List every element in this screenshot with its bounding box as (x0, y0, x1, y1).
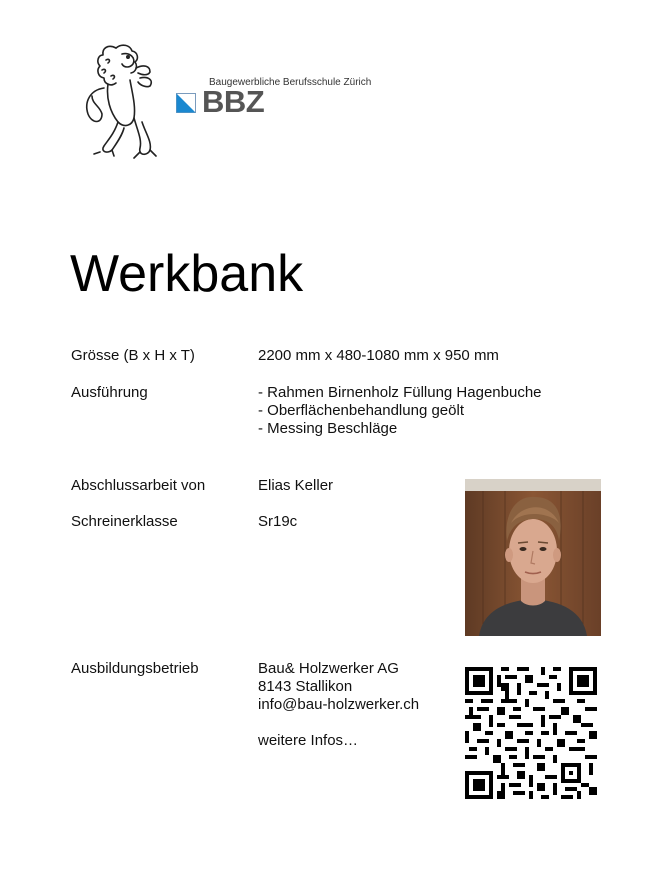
size-label: Grösse (B x H x T) (71, 347, 195, 364)
class-value: Sr19c (258, 513, 298, 530)
lion-icon (78, 40, 168, 165)
execution-item: - Rahmen Birnenholz Füllung Hagenbuche (258, 384, 542, 401)
qr-code-icon[interactable] (465, 667, 597, 799)
company-info (258, 660, 419, 750)
zurich-flag-icon (176, 93, 196, 113)
author-value: Elias Keller (258, 477, 334, 494)
school-name: Baugewerbliche Berufsschule Zürich (209, 77, 372, 88)
school-abbreviation: BBZ (202, 84, 265, 119)
company-email[interactable]: info@bau-holzwerker.ch (258, 696, 420, 713)
execution-label: Ausführung (71, 384, 148, 401)
execution-list (258, 384, 542, 438)
more-info-link[interactable]: weitere Infos… (258, 732, 359, 749)
execution-item: - Messing Beschläge (258, 420, 398, 437)
page-title: Werkbank (70, 245, 304, 303)
class-label: Schreinerklasse (71, 513, 178, 530)
execution-item: - Oberflächenbehandlung geölt (258, 402, 464, 419)
company-label: Ausbildungsbetrieb (71, 660, 199, 677)
author-label: Abschlussarbeit von (71, 477, 206, 494)
student-photo (465, 479, 601, 636)
size-value: 2200 mm x 480-1080 mm x 950 mm (258, 347, 499, 364)
company-name: Bau& Holzwerker AG (258, 660, 399, 677)
company-address: 8143 Stallikon (258, 678, 353, 695)
school-logo (78, 40, 398, 170)
